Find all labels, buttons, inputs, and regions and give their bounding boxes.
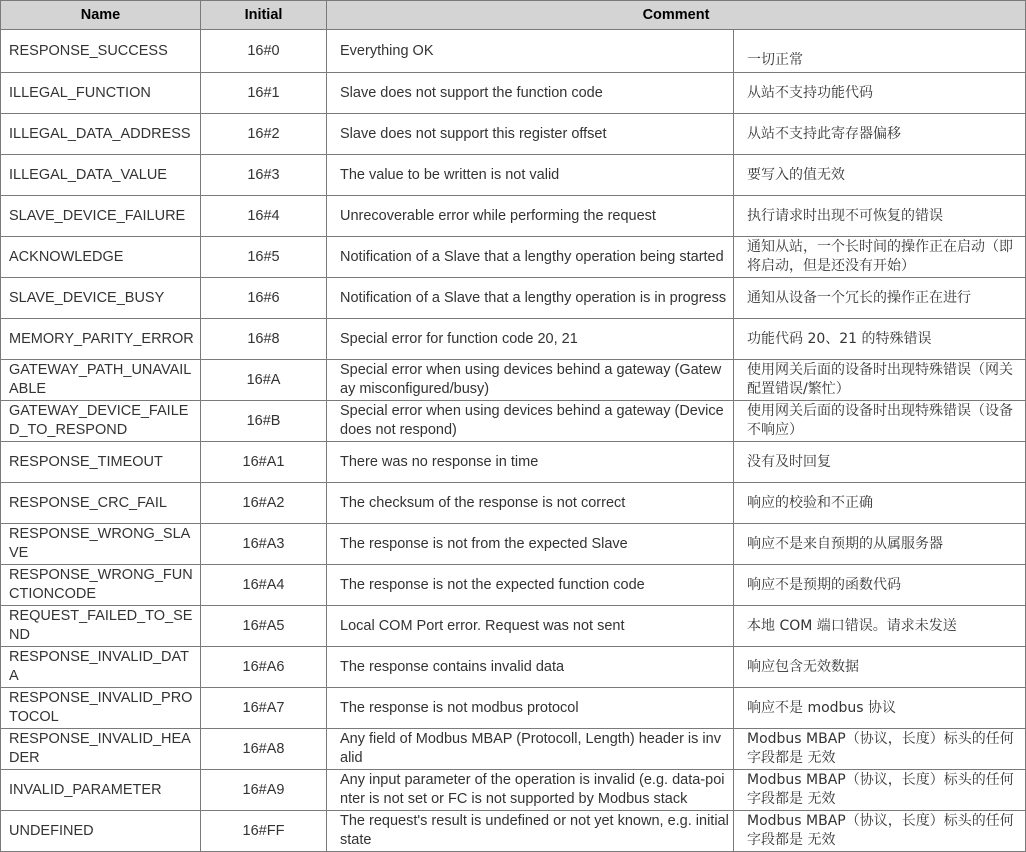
cell-comment: Notification of a Slave that a lengthy operation being started bbox=[327, 237, 734, 278]
cell-name: GATEWAY_DEVICE_FAILED_TO_RESPOND bbox=[1, 401, 201, 442]
cell-initial: 16#4 bbox=[201, 196, 327, 237]
cell-name: RESPONSE_TIMEOUT bbox=[1, 442, 201, 483]
table-row bbox=[1, 278, 1026, 319]
cell-initial: 16#A9 bbox=[201, 770, 327, 811]
cell-comment-cn: 响应不是 modbus 协议 bbox=[734, 688, 1026, 729]
table-header-row bbox=[1, 1, 1026, 30]
cell-name: GATEWAY_PATH_UNAVAILABLE bbox=[1, 360, 201, 401]
cell-comment-cn: 执行请求时出现不可恢复的错误 bbox=[734, 196, 1026, 237]
cell-comment-cn: 响应的校验和不正确 bbox=[734, 483, 1026, 524]
cell-comment-cn: 响应包含无效数据 bbox=[734, 647, 1026, 688]
cell-initial: 16#A1 bbox=[201, 442, 327, 483]
cell-name: RESPONSE_WRONG_FUNCTIONCODE bbox=[1, 565, 201, 606]
cell-name: MEMORY_PARITY_ERROR bbox=[1, 319, 201, 360]
cell-name: RESPONSE_INVALID_DATA bbox=[1, 647, 201, 688]
cell-comment-cn: Modbus MBAP（协议，长度）标头的任何字段都是 无效 bbox=[734, 729, 1026, 770]
cell-initial: 16#A bbox=[201, 360, 327, 401]
cell-name: SLAVE_DEVICE_FAILURE bbox=[1, 196, 201, 237]
cell-name: UNDEFINED bbox=[1, 811, 201, 852]
cell-initial: 16#6 bbox=[201, 278, 327, 319]
cell-initial: 16#1 bbox=[201, 73, 327, 114]
cell-comment-cn: Modbus MBAP（协议，长度）标头的任何字段都是 无效 bbox=[734, 811, 1026, 852]
cell-comment-cn: 使用网关后面的设备时出现特殊错误（网关 配置错误/繁忙） bbox=[734, 360, 1026, 401]
cell-comment: Any input parameter of the operation is invalid (e.g. data-pointer is not set or FC is not supported by Modbus stack bbox=[327, 770, 734, 811]
table-row bbox=[1, 114, 1026, 155]
cell-name: ACKNOWLEDGE bbox=[1, 237, 201, 278]
table-row bbox=[1, 688, 1026, 729]
cell-comment: Special error when using devices behind a gateway (Device does not respond) bbox=[327, 401, 734, 442]
cell-comment: Notification of a Slave that a lengthy operation is in progress bbox=[327, 278, 734, 319]
cell-comment: The response is not the expected function code bbox=[327, 565, 734, 606]
table-row bbox=[1, 237, 1026, 278]
cell-name: INVALID_PARAMETER bbox=[1, 770, 201, 811]
cell-name: ILLEGAL_DATA_VALUE bbox=[1, 155, 201, 196]
cell-initial: 16#2 bbox=[201, 114, 327, 155]
cell-initial: 16#3 bbox=[201, 155, 327, 196]
cell-comment-cn: 从站不支持功能代码 bbox=[734, 73, 1026, 114]
table-row bbox=[1, 442, 1026, 483]
table-row bbox=[1, 524, 1026, 565]
cell-comment-cn: 一切正常 bbox=[734, 30, 1026, 73]
cell-comment: The response contains invalid data bbox=[327, 647, 734, 688]
cell-comment-cn: Modbus MBAP（协议，长度）标头的任何字段都是 无效 bbox=[734, 770, 1026, 811]
cell-comment: Special error when using devices behind a gateway (Gateway misconfigured/busy) bbox=[327, 360, 734, 401]
cell-comment: Special error for function code 20, 21 bbox=[327, 319, 734, 360]
cell-comment-cn: 功能代码 20、21 的特殊错误 bbox=[734, 319, 1026, 360]
cell-initial: 16#FF bbox=[201, 811, 327, 852]
cell-initial: 16#A8 bbox=[201, 729, 327, 770]
cell-comment: The checksum of the response is not correct bbox=[327, 483, 734, 524]
cell-comment-cn: 通知从设备一个冗长的操作正在进行 bbox=[734, 278, 1026, 319]
table-row bbox=[1, 360, 1026, 401]
cell-name: ILLEGAL_FUNCTION bbox=[1, 73, 201, 114]
table-row bbox=[1, 319, 1026, 360]
table-row bbox=[1, 811, 1026, 852]
cell-comment-cn: 从站不支持此寄存器偏移 bbox=[734, 114, 1026, 155]
cell-name: RESPONSE_CRC_FAIL bbox=[1, 483, 201, 524]
cell-initial: 16#A4 bbox=[201, 565, 327, 606]
cell-initial: 16#8 bbox=[201, 319, 327, 360]
cell-name: RESPONSE_WRONG_SLAVE bbox=[1, 524, 201, 565]
cell-name: REQUEST_FAILED_TO_SEND bbox=[1, 606, 201, 647]
table-row bbox=[1, 565, 1026, 606]
table-row bbox=[1, 30, 1026, 73]
header-name: Name bbox=[1, 1, 201, 30]
cell-comment-cn: 使用网关后面的设备时出现特殊错误（设备 不响应） bbox=[734, 401, 1026, 442]
cell-initial: 16#A5 bbox=[201, 606, 327, 647]
table-row bbox=[1, 196, 1026, 237]
cell-initial: 16#A7 bbox=[201, 688, 327, 729]
cell-initial: 16#A6 bbox=[201, 647, 327, 688]
table-row bbox=[1, 729, 1026, 770]
cell-comment: Local COM Port error. Request was not sent bbox=[327, 606, 734, 647]
cell-comment: The value to be written is not valid bbox=[327, 155, 734, 196]
table-row bbox=[1, 647, 1026, 688]
table-row bbox=[1, 155, 1026, 196]
table-row bbox=[1, 401, 1026, 442]
cell-comment: The response is not modbus protocol bbox=[327, 688, 734, 729]
cell-comment-cn: 没有及时回复 bbox=[734, 442, 1026, 483]
cell-comment-cn: 本地 COM 端口错误。请求未发送 bbox=[734, 606, 1026, 647]
cell-name: RESPONSE_INVALID_PROTOCOL bbox=[1, 688, 201, 729]
cell-initial: 16#A3 bbox=[201, 524, 327, 565]
header-initial: Initial bbox=[201, 1, 327, 30]
cell-comment-cn: 通知从站，一个长时间的操作正在启动（即将启动，但是还没有开始） bbox=[734, 237, 1026, 278]
table-row bbox=[1, 483, 1026, 524]
cell-comment-cn: 响应不是来自预期的从属服务器 bbox=[734, 524, 1026, 565]
cell-comment: Slave does not support this register offset bbox=[327, 114, 734, 155]
cell-initial: 16#B bbox=[201, 401, 327, 442]
cell-comment-cn: 响应不是预期的函数代码 bbox=[734, 565, 1026, 606]
cell-name: ILLEGAL_DATA_ADDRESS bbox=[1, 114, 201, 155]
cell-comment: The response is not from the expected Slave bbox=[327, 524, 734, 565]
cell-name: RESPONSE_SUCCESS bbox=[1, 30, 201, 73]
cell-initial: 16#5 bbox=[201, 237, 327, 278]
cell-comment: Everything OK bbox=[327, 30, 734, 73]
cell-comment: The request's result is undefined or not yet known, e.g. initial state bbox=[327, 811, 734, 852]
cell-name: SLAVE_DEVICE_BUSY bbox=[1, 278, 201, 319]
cell-initial: 16#A2 bbox=[201, 483, 327, 524]
table-row bbox=[1, 606, 1026, 647]
cell-comment: There was no response in time bbox=[327, 442, 734, 483]
cell-comment: Slave does not support the function code bbox=[327, 73, 734, 114]
cell-comment: Unrecoverable error while performing the request bbox=[327, 196, 734, 237]
cell-initial: 16#0 bbox=[201, 30, 327, 73]
cell-comment: Any field of Modbus MBAP (Protocoll, Length) header is invalid bbox=[327, 729, 734, 770]
header-comment: Comment bbox=[327, 1, 1026, 30]
table-row bbox=[1, 770, 1026, 811]
table-row bbox=[1, 73, 1026, 114]
cell-name: RESPONSE_INVALID_HEADER bbox=[1, 729, 201, 770]
cell-comment-cn: 要写入的值无效 bbox=[734, 155, 1026, 196]
